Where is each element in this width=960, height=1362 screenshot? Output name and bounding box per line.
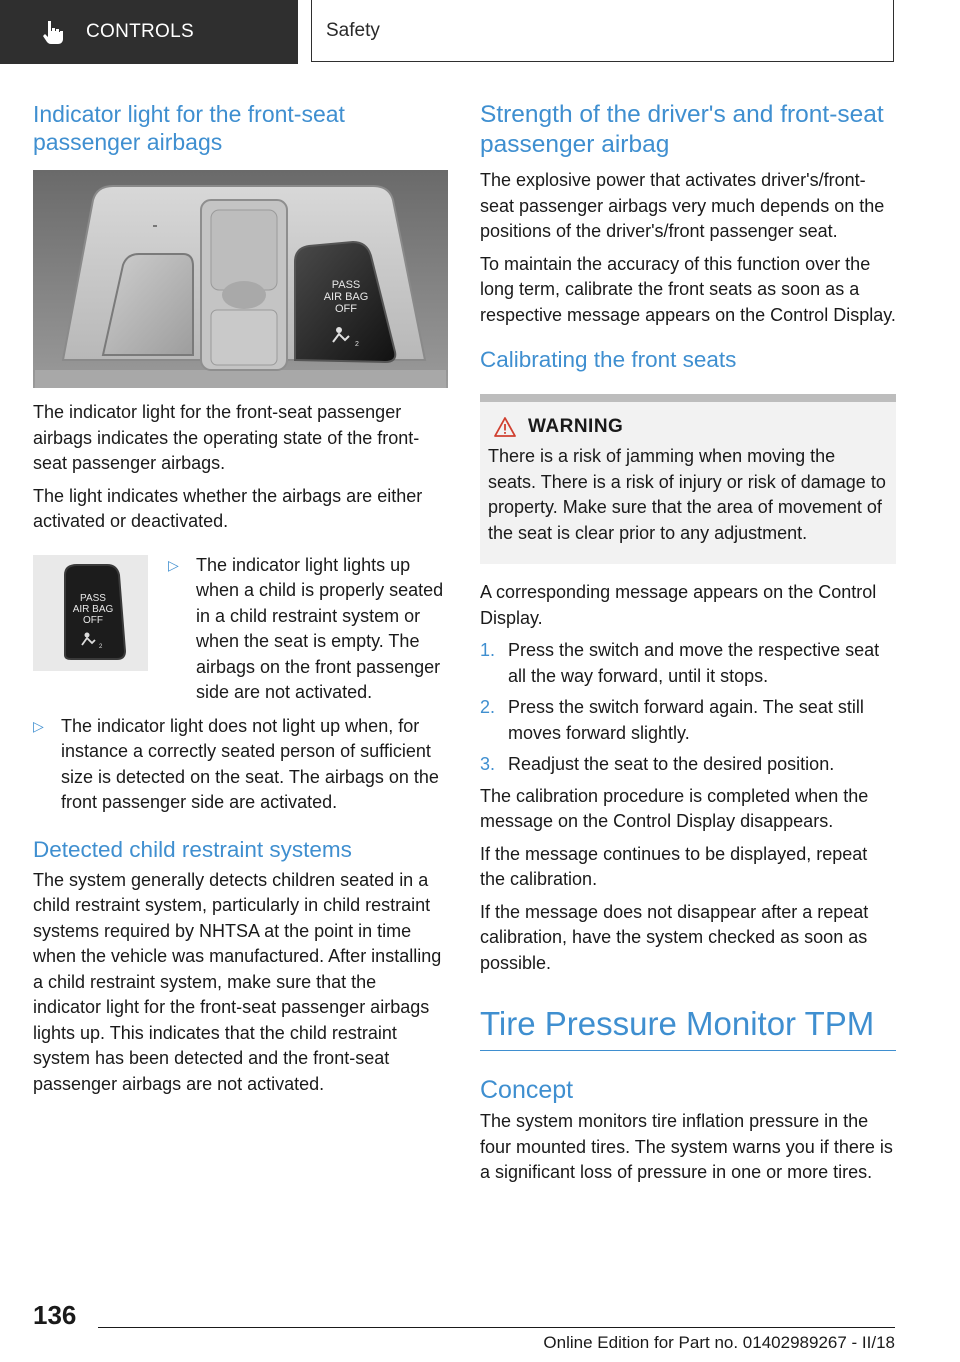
airbag-indicator-photo [33, 170, 448, 388]
warning-triangle-icon [494, 417, 516, 437]
calibration-steps [480, 638, 896, 778]
paragraph-indicator-light: The light indicates whether the airbags are either activated or deactivated. [33, 485, 423, 531]
bullet-marker: ▷ [168, 556, 179, 573]
paragraph-have-checked: If the message does not disappear after a repeat calibration, have the system checked as soon as possible. [480, 901, 869, 973]
warning-box [480, 394, 896, 564]
bullet-text: The indicator light does not light up when, for instance a correctly seated person of sufficient size is detected on the seat. The airbags on the front passenger side are activated. [61, 715, 439, 812]
paragraph-calibration-complete: The calibration procedure is completed when the message on the Control Display disappears. [480, 785, 869, 831]
photo-label-off: OFF [335, 303, 357, 315]
step-number: 3. [480, 754, 496, 774]
thumb-label-pass: PASS [80, 592, 106, 604]
paragraph-indicator-state: The indicator light for the front-seat passenger airbags indicates the operating state of the front-seat passenger airbags. [33, 402, 420, 473]
heading-airbag-strength: Strength of the driver's and front-seat passenger airbag [480, 101, 884, 158]
paragraph-detected-child-restraint: The system generally detects children seated in a child restraint system, particularly in child restraint systems required by NHTSA at the point in time when the vehicle was manufactured. After installing a child restraint system, make sure that the indicator light for the front-seat passenger airbags lights up. This indicates that the child restraint system has been detected and the front-seat passenger airbags are not activated. [33, 869, 442, 1094]
pointing-hand-icon [40, 19, 66, 45]
bullet-item [168, 553, 448, 706]
step-item [480, 638, 896, 689]
heading-indicator-light: Indicator light for the front-seat passenger airbags [33, 101, 345, 155]
left-column [33, 100, 448, 1104]
photo-label-airbag: AIR BAG [323, 291, 369, 303]
indicator-detail-row [33, 553, 448, 712]
warning-label: WARNING [528, 416, 624, 437]
paragraph-calibration-need: To maintain the accuracy of this function over the long term, calibrate the front seats as soon as a respective message appears on the Control Display. [480, 253, 896, 325]
warning-text: There is a risk of jamming when moving the seats. There is a risk of injury or risk of damage to property. Make sure that the area of movement of the seat is clear prior to any adjustment. [488, 446, 886, 543]
photo-label-pass: PASS [331, 279, 361, 291]
paragraph-airbag-strength: The explosive power that activates driver's/front-seat passenger airbags very much depends on the positions of the driver's/front passenger seat. [480, 170, 885, 241]
heading-tire-pressure-monitor: Tire Pressure Monitor TPM [480, 1004, 896, 1051]
bullet-list-top [168, 553, 448, 712]
step-item [480, 752, 896, 778]
chapter-title: Safety [326, 19, 380, 41]
paragraph-concept: The system monitors tire inflation pressure in the four mounted tires. The system warns you if there is a significant loss of pressure in one or more tires. [480, 1111, 893, 1182]
thumb-label-off: OFF [83, 614, 103, 626]
section-tab [0, 0, 298, 64]
chapter-header [311, 0, 894, 62]
heading-concept: Concept [480, 1076, 574, 1104]
paragraph-repeat-calibration: If the message continues to be displayed, repeat the calibration. [480, 843, 868, 889]
step-text: Press the switch and move the respective seat all the way forward, until it stops. [508, 640, 880, 686]
heading-detected-child-restraint: Detected child restraint systems [33, 836, 352, 862]
warning-header [488, 416, 888, 438]
section-label: CONTROLS [86, 21, 194, 42]
heading-calibrating-seats: Calibrating the front seats [480, 347, 737, 372]
svg-text:2: 2 [355, 341, 359, 348]
bullet-text: The indicator light lights up when a child is properly seated in a child restraint system or when the seat is empty. The airbags on the front passenger side are not activated. [196, 554, 444, 702]
thumb-label-airbag: AIR BAG [72, 603, 114, 615]
step-item [480, 695, 896, 746]
svg-text:2: 2 [99, 643, 103, 650]
footer-divider [98, 1327, 895, 1328]
step-number: 2. [480, 697, 496, 717]
footer-edition: Online Edition for Part no. 01402989267 - II/18 [543, 1333, 895, 1352]
bullet-marker: ▷ [33, 717, 44, 734]
step-text: Readjust the seat to the desired position. [508, 754, 835, 774]
right-column [480, 100, 896, 1193]
step-text: Press the switch forward again. The seat still moves forward slightly. [508, 697, 864, 743]
bullet-item [33, 714, 448, 816]
step-number: 1. [480, 640, 496, 660]
paragraph-message-appears: A corresponding message appears on the Control Display. [480, 582, 877, 628]
page-number: 136 [33, 1300, 77, 1330]
pass-airbag-off-button-image [33, 555, 148, 671]
